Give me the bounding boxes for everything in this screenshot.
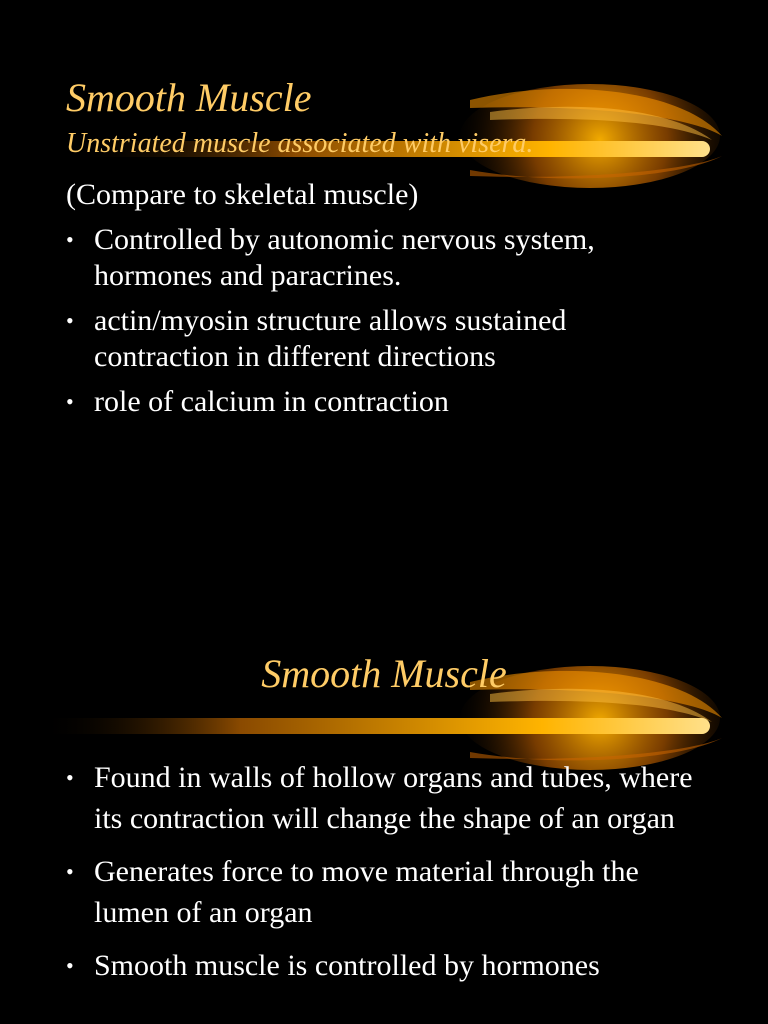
- bullet-dot-icon: •: [66, 308, 74, 333]
- slide-title: Smooth Muscle: [261, 651, 507, 696]
- bullet-dot-icon: •: [66, 389, 74, 414]
- bullet-item: [66, 303, 706, 375]
- bullet-dot-icon: •: [66, 227, 74, 252]
- bullet-item: [66, 851, 706, 933]
- slide-title: Smooth Muscle: [66, 75, 312, 120]
- bullet-dot-icon: •: [66, 765, 74, 790]
- bullet-dot-icon: •: [66, 953, 74, 978]
- bullet-list: [66, 222, 706, 429]
- bullet-text: Found in walls of hollow organs and tubes, where its contraction will change the shape of an organ: [94, 761, 693, 835]
- bullet-text: Generates force to move material through the lumen of an organ: [94, 855, 639, 929]
- bullet-item: [66, 945, 706, 986]
- bullet-item: [66, 384, 706, 420]
- bullet-text: actin/myosin structure allows sustained contraction in different directions: [94, 304, 567, 373]
- slide-subtitle: Unstriated muscle associated with visera.: [66, 128, 534, 159]
- bullet-list: [66, 757, 706, 998]
- bullet-item: [66, 757, 706, 839]
- bullet-dot-icon: •: [66, 859, 74, 884]
- bullet-text: Controlled by autonomic nervous system, hormones and paracrines.: [94, 223, 595, 292]
- bullet-text: Smooth muscle is controlled by hormones: [94, 949, 600, 982]
- slide-2: [0, 512, 768, 1024]
- bullet-item: [66, 222, 706, 294]
- intro-text: (Compare to skeletal muscle): [66, 178, 419, 211]
- bullet-text: role of calcium in contraction: [94, 385, 449, 418]
